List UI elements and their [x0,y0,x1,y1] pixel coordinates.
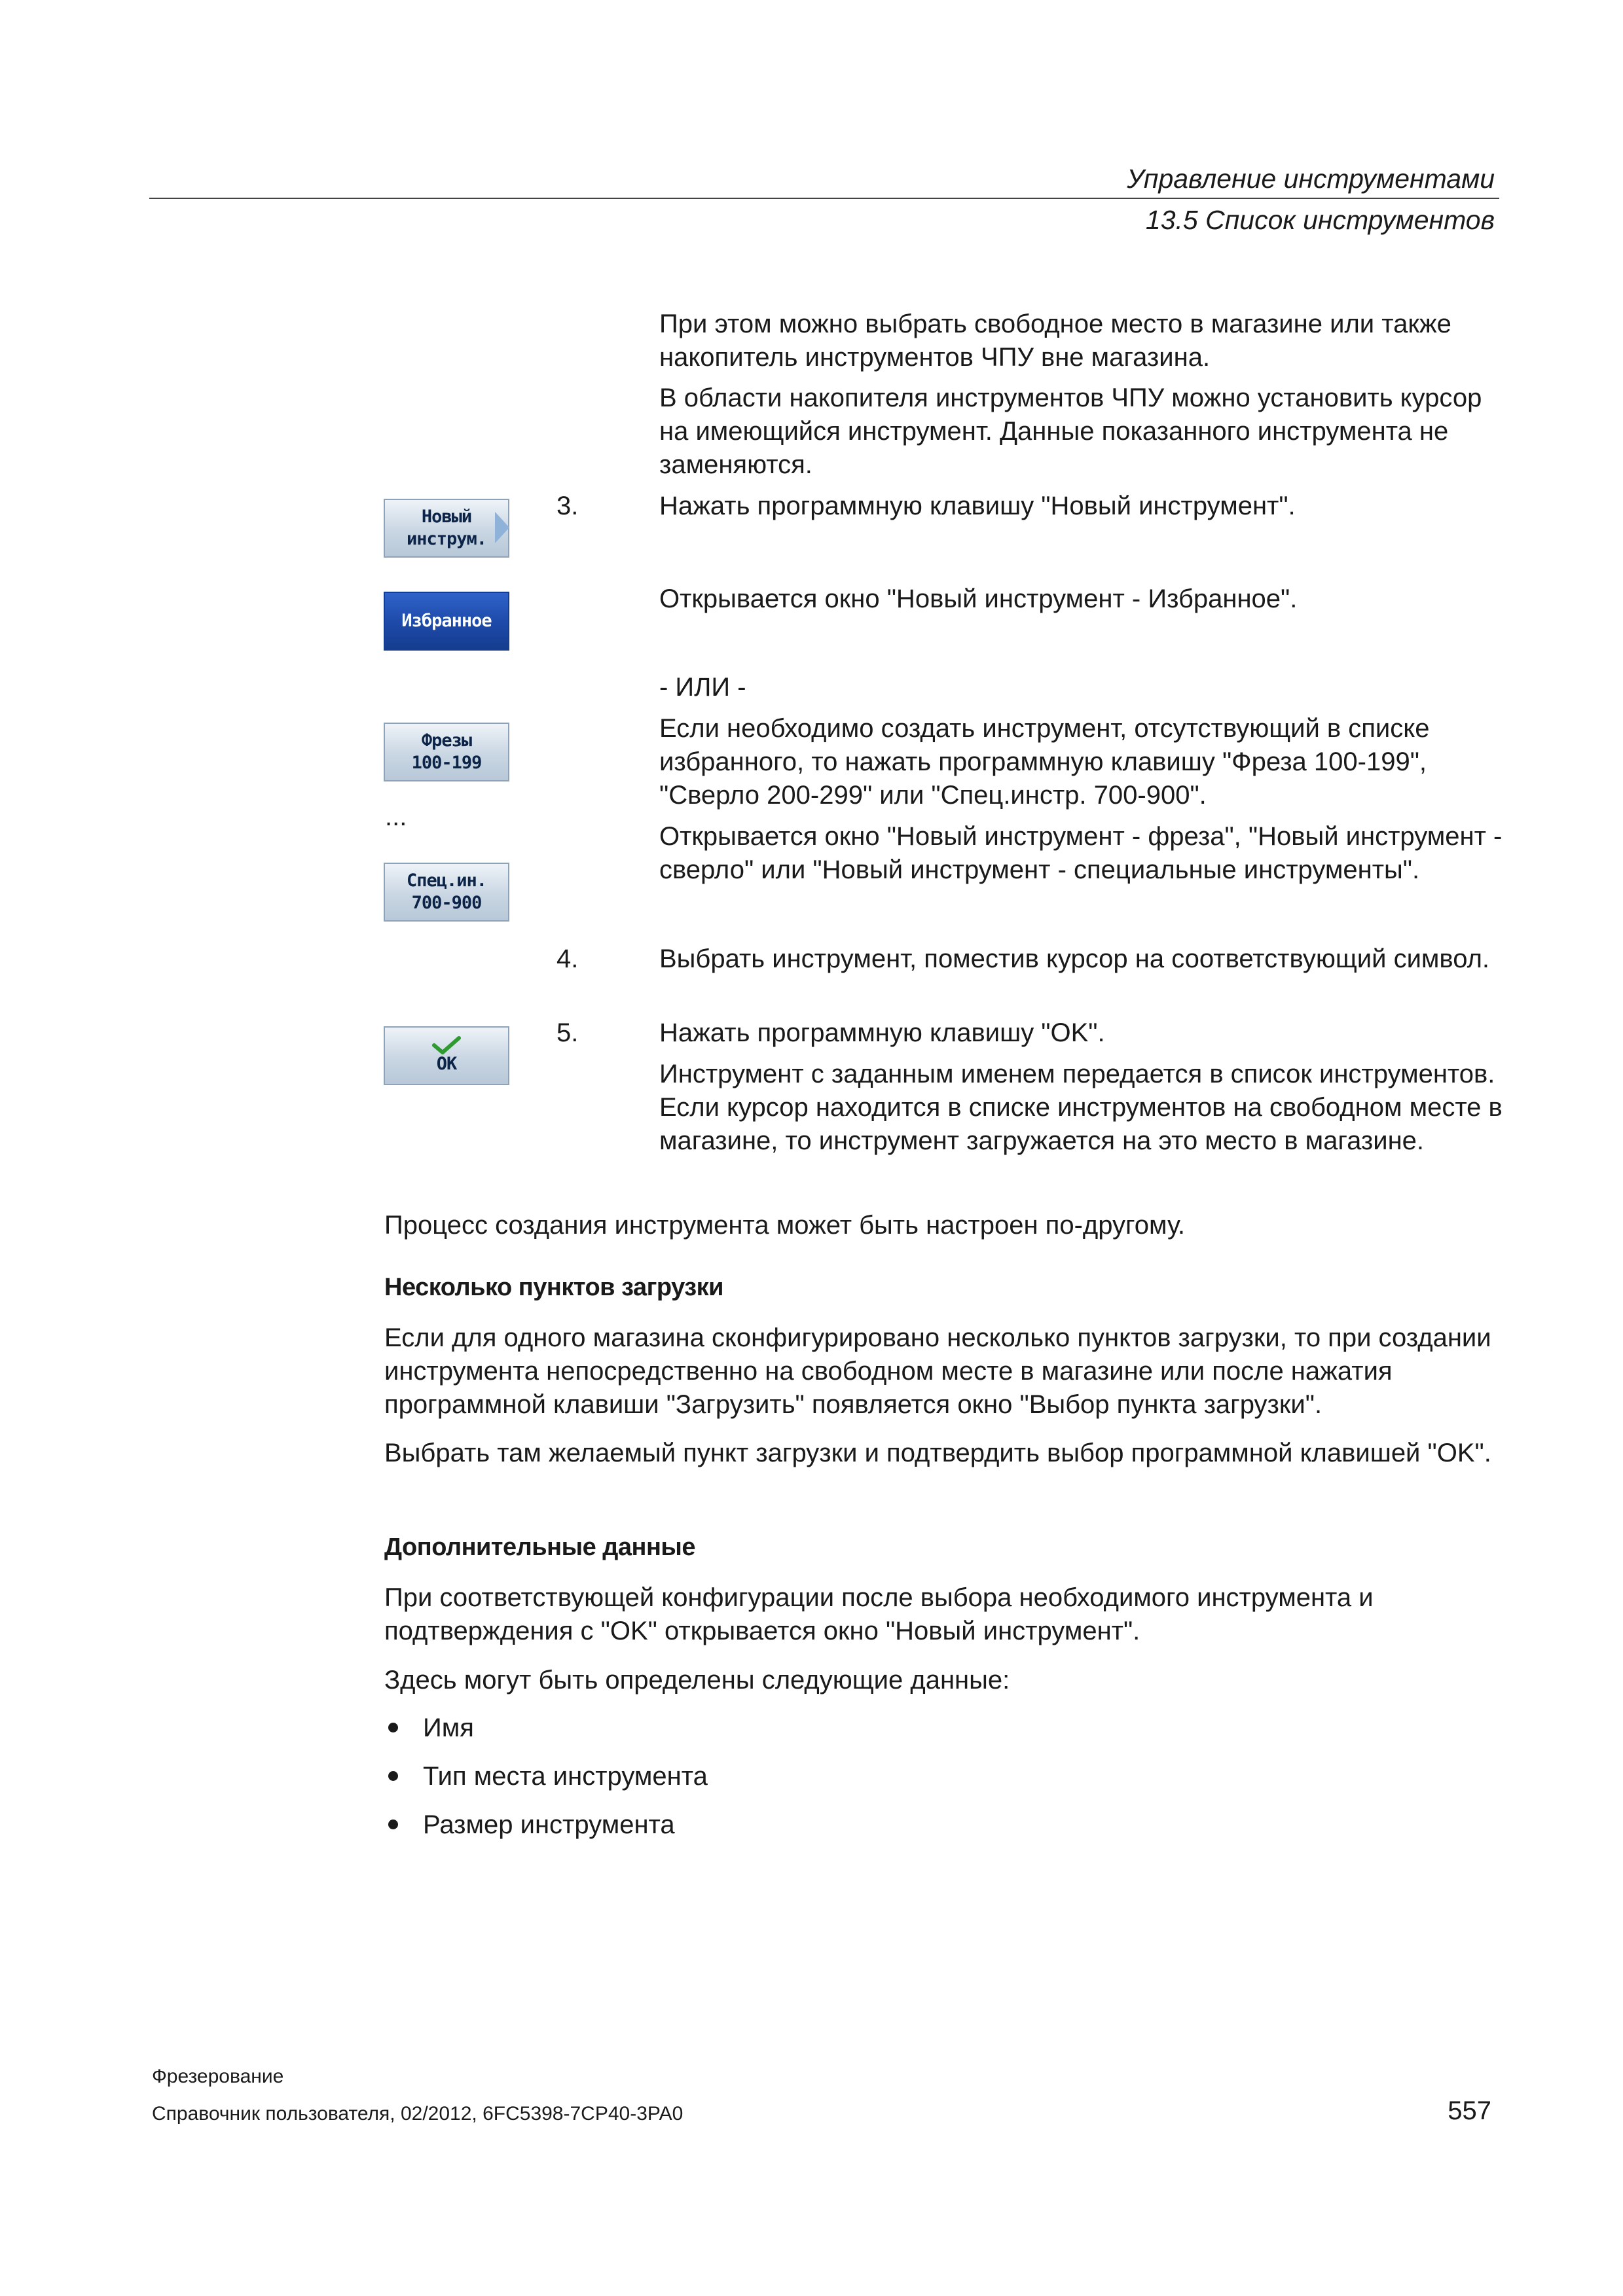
section-heading: Дополнительные данные [384,1534,696,1561]
step-number: 5. [556,1018,579,1047]
ok-softkey[interactable] [384,1026,509,1085]
page-number: 557 [1448,2096,1491,2125]
paragraph: Открывается окно "Новый инструмент - Избранное". [659,584,1298,613]
paragraph: При соответствующей конфигурации после выбора необходимого инструмента и подтверждения с "OK" открывается окно "Новый инструмент". [384,1583,1374,1645]
softkey-label-line2: 700-900 [411,893,482,913]
step-number: 4. [556,944,579,973]
bullet-icon [388,1820,398,1829]
step-text: Нажать программную клавишу "OK". [659,1018,1105,1047]
list-item: Размер инструмента [423,1810,675,1839]
step-number: 3. [556,492,579,520]
softkey-label: OK [436,1054,457,1074]
softkey-label-line1: Новый [421,507,472,527]
list-item: Имя [423,1713,474,1742]
footer-product: Фрезерование [152,2066,284,2087]
bullet-icon [388,1723,398,1732]
checkmark-icon [431,1036,462,1054]
step-text: Выбрать инструмент, поместив курсор на соответствующий символ. [659,944,1490,973]
paragraph: Если для одного магазина сконфигурировано несколько пунктов загрузки, то при создании инструмента непосредственно на свободном месте в магазине или после нажатия программной клавиши "Загрузить" появляется окно "Выбор пункта загрузки". [384,1323,1491,1419]
new-tool-softkey[interactable] [384,499,509,558]
milling-tools-softkey[interactable] [384,723,509,781]
or-separator: - ИЛИ - [659,673,746,702]
footer-manual: Справочник пользователя, 02/2012, 6FC5398-7CP40-3PA0 [152,2103,684,2125]
softkey-label-line1: Фрезы [421,730,472,751]
paragraph: Если необходимо создать инструмент, отсутствующий в списке избранного, то нажать программную клавишу "Фреза 100-199", "Сверло 200-299" или "Спец.инстр. 700-900". [659,714,1430,810]
softkey-label: Избранное [401,611,492,631]
special-tools-softkey[interactable] [384,863,509,922]
paragraph: Здесь могут быть определены следующие данные: [384,1666,1010,1695]
section-heading: Несколько пунктов загрузки [384,1274,724,1301]
softkey-label-line2: инструм. [406,529,487,549]
section-title: 13.5 Список инструментов [1145,205,1495,235]
paragraph: В области накопителя инструментов ЧПУ можно установить курсор на имеющийся инструмент. Данные показанного инструмента не заменяются. [659,384,1482,479]
softkey-ellipsis: ... [385,802,407,831]
header-rule [149,198,1499,199]
paragraph: Инструмент с заданным именем передается в список инструментов. Если курсор находится в списке инструментов на свободном месте в магазине, то инструмент загружается на это место в магазине. [659,1060,1503,1155]
submenu-arrow-icon [495,512,509,543]
paragraph: При этом можно выбрать свободное место в магазине или также накопитель инструментов ЧПУ вне магазина. [659,310,1451,372]
softkey-label-line1: Спец.ин. [406,870,487,891]
paragraph: Процесс создания инструмента может быть настроен по-другому. [384,1211,1186,1240]
list-item: Тип места инструмента [423,1762,708,1791]
paragraph: Выбрать там желаемый пункт загрузки и подтвердить выбор программной клавишей "OK". [384,1439,1491,1467]
step-text: Нажать программную клавишу "Новый инструмент". [659,492,1296,520]
bullet-icon [388,1771,398,1781]
chapter-title: Управление инструментами [1127,164,1495,194]
favorites-softkey[interactable] [384,592,509,651]
softkey-label-line2: 100-199 [411,753,482,773]
paragraph: Открывается окно "Новый инструмент - фреза", "Новый инструмент - сверло" или "Новый инструмент - специальные инструменты". [659,822,1503,884]
